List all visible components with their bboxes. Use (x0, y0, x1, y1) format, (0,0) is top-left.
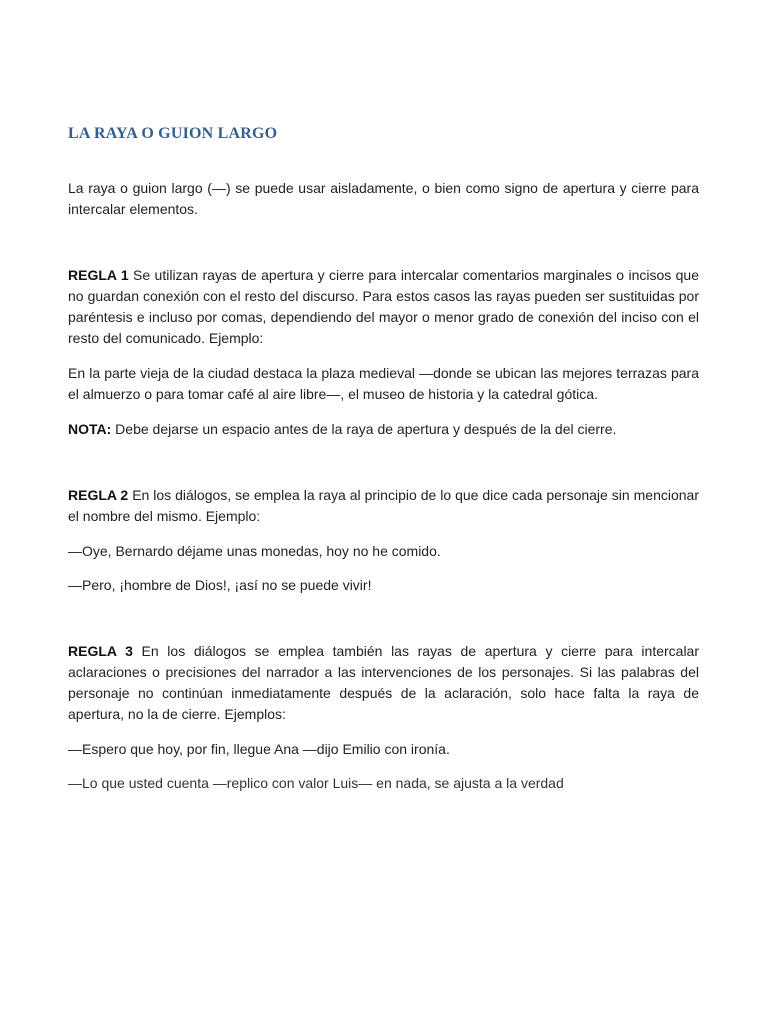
rule-1-label: REGLA 1 (68, 267, 129, 283)
rule-3-paragraph (68, 641, 699, 725)
note-label: NOTA: (68, 421, 112, 437)
rule-2-label: REGLA 2 (68, 487, 129, 503)
rule-2-text: En los diálogos, se emplea la raya al principio de lo que dice cada personaje sin mencionar el nombre del mismo. Ejemplo: (68, 487, 699, 524)
document-title: LA RAYA O GUION LARGO (68, 125, 278, 142)
rule-3-example-1: —Espero que hoy, por fin, llegue Ana —dijo Emilio con ironía. (68, 741, 450, 757)
intro-paragraph: La raya o guion largo (—) se puede usar aisladamente, o bien como signo de apertura y cierre para intercalar elementos. (68, 180, 699, 217)
rule-1-example: En la parte vieja de la ciudad destaca la plaza medieval —donde se ubican las mejores terrazas para el almuerzo o para tomar café al aire libre—, el museo de historia y la catedral gótica. (68, 365, 699, 402)
note-text: Debe dejarse un espacio antes de la raya de apertura y después de la del cierre. (111, 421, 617, 437)
rule-2-paragraph (68, 485, 699, 527)
rule-2-example-2: —Pero, ¡hombre de Dios!, ¡así no se puede vivir! (68, 577, 372, 593)
rule-3-example-2: —Lo que usted cuenta —replico con valor Luis— en nada, se ajusta a la verdad (68, 775, 564, 791)
rule-1-note (68, 419, 699, 440)
document-body (68, 123, 699, 794)
rule-3-text: En los diálogos se emplea también las rayas de apertura y cierre para intercalar aclaraciones o precisiones del narrador a las intervenciones de los personajes. Si las palabras del personaje no continúan inmediatamente después de la aclaración, solo hace falta la raya de apertura, no la de cierre. Ejemplos: (68, 643, 699, 722)
rule-1-text: Se utilizan rayas de apertura y cierre para intercalar comentarios marginales o incisos que no guardan conexión con el resto del discurso. Para estos casos las rayas pueden ser sustituidas por paréntesis e incluso por comas, dependiendo del mayor o menor grado de conexión del inciso con el resto del comunicado. Ejemplo: (68, 267, 699, 346)
rule-1-paragraph (68, 265, 699, 349)
rule-2-example-1: —Oye, Bernardo déjame unas monedas, hoy no he comido. (68, 543, 441, 559)
rule-3-label: REGLA 3 (68, 643, 133, 659)
